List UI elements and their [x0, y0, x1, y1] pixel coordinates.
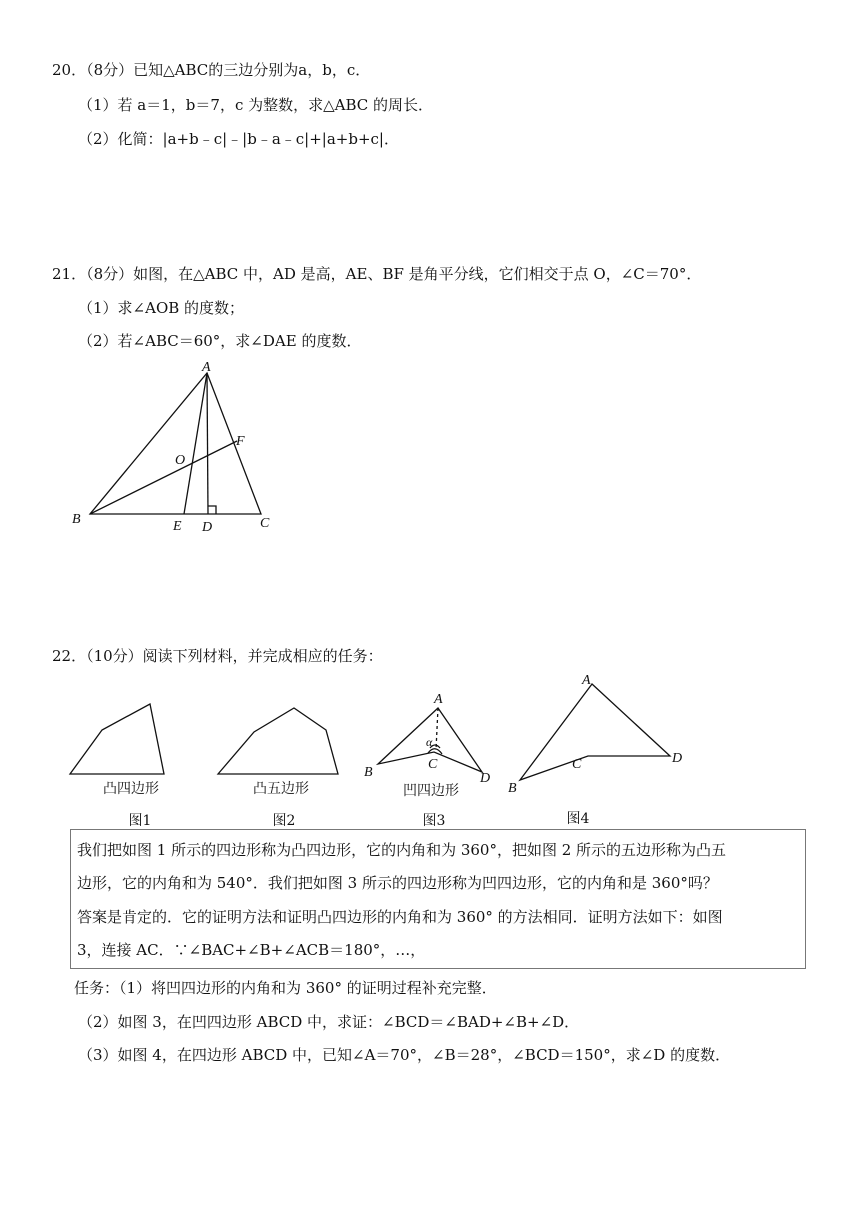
fig2-convex-pentagon [214, 702, 344, 778]
label-a: A [202, 360, 211, 375]
segment-ad [207, 373, 208, 514]
q21-part1: （1）求∠AOB 的度数； [78, 299, 245, 317]
fig1-caption: 图1 [128, 813, 152, 829]
q20-part2: （2）化简：|a+b﹣c|﹣|b﹣a﹣c|+|a+b+c|． [78, 130, 399, 148]
fig2-label: 凸五边形 [253, 781, 309, 797]
label-f: F [236, 434, 245, 449]
label-c: C [260, 516, 270, 531]
q22-task2: （2）如图 3，在凹四边形 ABCD 中，求证：∠BCD＝∠BAD+∠B+∠D． [78, 1013, 580, 1031]
segment-ae [184, 373, 207, 514]
q20-part1: （1）若 a＝1，b＝7，c 为整数，求△ABC 的周长． [78, 96, 434, 114]
fig4-quadrilateral [500, 670, 700, 800]
q22-task3: （3）如图 4，在四边形 ABCD 中，已知∠A＝70°，∠B＝28°，∠BCD＝150°，求∠D 的度数． [78, 1046, 731, 1064]
q20-title: 20．（8分）已知△ABC的三边分别为a，b，c． [52, 61, 371, 79]
q22-task1: 任务：（1）将凹四边形的内角和为 360° 的证明过程补充完整． [74, 979, 497, 997]
material-line-4: 3，连接 AC．∵∠BAC+∠B+∠ACB＝180°，…， [77, 941, 426, 959]
right-angle-mark [208, 506, 216, 514]
fig3-label-b: B [364, 765, 373, 780]
material-line-1: 我们把如图 1 所示的四边形称为凸四边形，它的内角和为 360°，把如图 2 所示的五边形称为凸五 [77, 841, 727, 859]
q21-title: 21．（8分）如图，在△ABC 中，AD 是高，AE、BF 是角平分线，它们相交于点 O，∠C＝70°． [52, 265, 702, 283]
label-e: E [173, 519, 182, 534]
q21-triangle-figure [60, 355, 300, 540]
fig3-label-a: A [434, 692, 443, 707]
fig3-caption: 图3 [422, 813, 446, 829]
fig3-label-d: D [480, 771, 491, 786]
label-o: O [175, 453, 186, 468]
q21-part2: （2）若∠ABC＝60°，求∠DAE 的度数． [78, 332, 362, 350]
label-b: B [72, 512, 81, 527]
material-line-2: 边形，它的内角和为 540°．我们把如图 3 所示的四边形称为凹四边形，它的内角和是 360°吗？ [77, 874, 718, 892]
fig4-label-d: D [672, 751, 683, 766]
segment-bf [90, 441, 237, 514]
fig4-caption: 图4 [566, 811, 590, 827]
fig1-convex-quadrilateral [66, 698, 166, 778]
fig3-label-alpha: α [426, 735, 433, 749]
fig4-label-a: A [582, 673, 591, 688]
label-d: D [202, 520, 213, 535]
fig4-label-b: B [508, 781, 517, 796]
material-box [70, 829, 806, 969]
fig3-concave-quadrilateral [358, 690, 498, 790]
fig3-label-c: C [428, 757, 438, 772]
q22-title: 22．（10分）阅读下列材料，并完成相应的任务： [52, 647, 383, 665]
fig3-label: 凹四边形 [403, 783, 459, 799]
fig1-label: 凸四边形 [103, 781, 159, 797]
material-line-3: 答案是肯定的．它的证明方法和证明凸四边形的内角和为 360° 的方法相同．证明方法如下：如图 [77, 908, 723, 926]
fig2-caption: 图2 [272, 813, 296, 829]
fig4-label-c: C [572, 757, 582, 772]
